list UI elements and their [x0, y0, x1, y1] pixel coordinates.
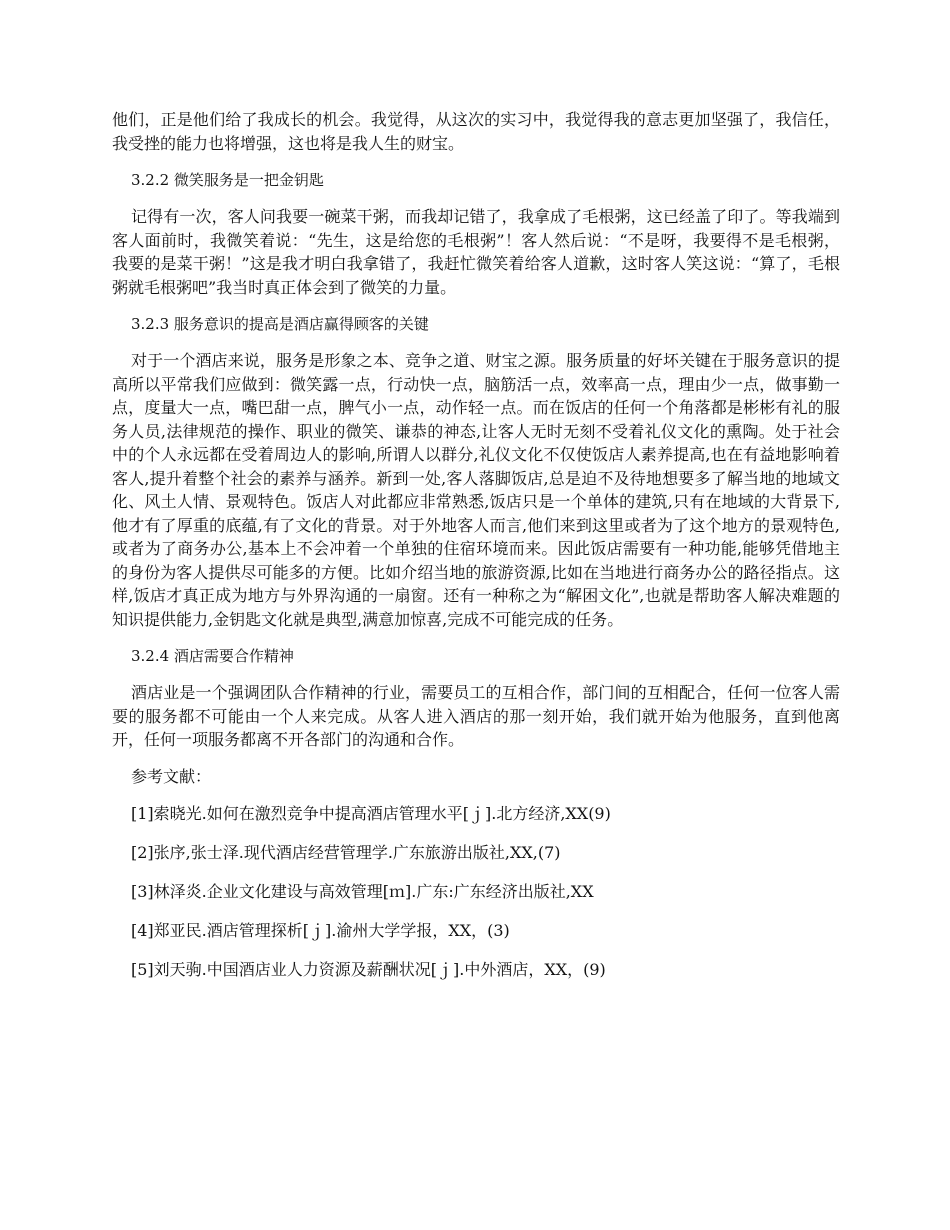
references-title: 参考文献：: [131, 766, 212, 786]
section-body-3-2-4: 酒店业是一个强调团队合作精神的行业，需要员工的互相合作，部门间的互相配合，任何一位客人需要的服务都不可能由一个人来完成。从客人进入酒店的那一刻开始，我们就开始为他服务，直到他离开，任何一项服务都离不开各部门的沟通和合作。: [112, 683, 840, 749]
reference-item: [1]索晓光.如何在激烈竞争中提高酒店管理水平[ｊ].北方经济,XX(9): [131, 803, 611, 823]
reference-item: [3]林泽炎.企业文化建设与高效管理[ｍ].广东:广东经济出版社,XX: [131, 881, 594, 901]
reference-item: [4]郑亚民.酒店管理探析[ｊ].渝州大学学报，XX，(3): [131, 920, 510, 940]
section-heading-3-2-2: 3.2.2 微笑服务是一把金钥匙: [131, 171, 324, 189]
reference-item: [5]刘天驹.中国酒店业人力资源及薪酬状况[ｊ].中外酒店，XX，(9): [131, 959, 606, 979]
intro-paragraph: 他们，正是他们给了我成长的机会。我觉得，从这次的实习中，我觉得我的意志更加坚强了，我信任，我受挫的能力也将增强，这也将是我人生的财宝。: [112, 110, 840, 153]
section-heading-3-2-4: 3.2.4 酒店需要合作精神: [131, 647, 294, 665]
section-body-3-2-3: 对于一个酒店来说，服务是形象之本、竞争之道、财宝之源。服务质量的好坏关键在于服务意识的提高所以平常我们应做到：微笑露一点，行动快一点，脑筋活一点，效率高一点，理由少一点，做事勤一点，度量大一点，嘴巴甜一点，脾气小一点，动作轻一点。而在饭店的任何一个角落都是彬彬有礼的服务人员,法律规范的操作、职业的微笑、谦恭的神态,让客人无时无刻不受着礼仪文化的熏陶。处于社会中的个人永远都在受着周边人的影响,所谓人以群分,礼仪文化不仅使饭店人素养提高,也在有益地影响着客人,提升着整个社会的素养与涵养。新到一处,客人落脚饭店,总是迫不及待地想要多了解当地的地域文化、风土人情、景观特色。饭店人对此都应非常熟悉,饭店只是一个单体的建筑,只有在地域的大背景下,他才有了厚重的底蕴,有了文化的背景。对于外地客人而言,他们来到这里或者为了这个地方的景观特色,或者为了商务办公,基本上不会冲着一个单独的住宿环境而来。因此饭店需要有一种功能,能够凭借地主的身份为客人提供尽可能多的方便。比如介绍当地的旅游资源,比如在当地进行商务办公的路径指点。这样,饭店才真正成为地方与外界沟通的一扇窗。还有一种称之为“解困文化”,也就是帮助客人解决难题的知识提供能力,金钥匙文化就是典型,满意加惊喜,完成不可能完成的任务。: [112, 351, 840, 629]
references-list: [112, 803, 840, 981]
section-body-3-2-2: 记得有一次，客人问我要一碗菜干粥，而我却记错了，我拿成了毛根粥，这已经盖了印了。等我端到客人面前时，我微笑着说：“先生，这是给您的毛根粥”！客人然后说：“不是呀，我要得不是毛根粥，我要的是菜干粥！”这是我才明白我拿错了，我赶忙微笑着给客人道歉，这时客人笑这说：“算了，毛根粥就毛根粥吧”我当时真正体会到了微笑的力量。: [112, 207, 840, 297]
section-heading-3-2-3: 3.2.3 服务意识的提高是酒店赢得顾客的关键: [131, 315, 429, 333]
reference-item: [2]张序,张士泽.现代酒店经营管理学.广东旅游出版社,XX,(7): [131, 842, 561, 862]
